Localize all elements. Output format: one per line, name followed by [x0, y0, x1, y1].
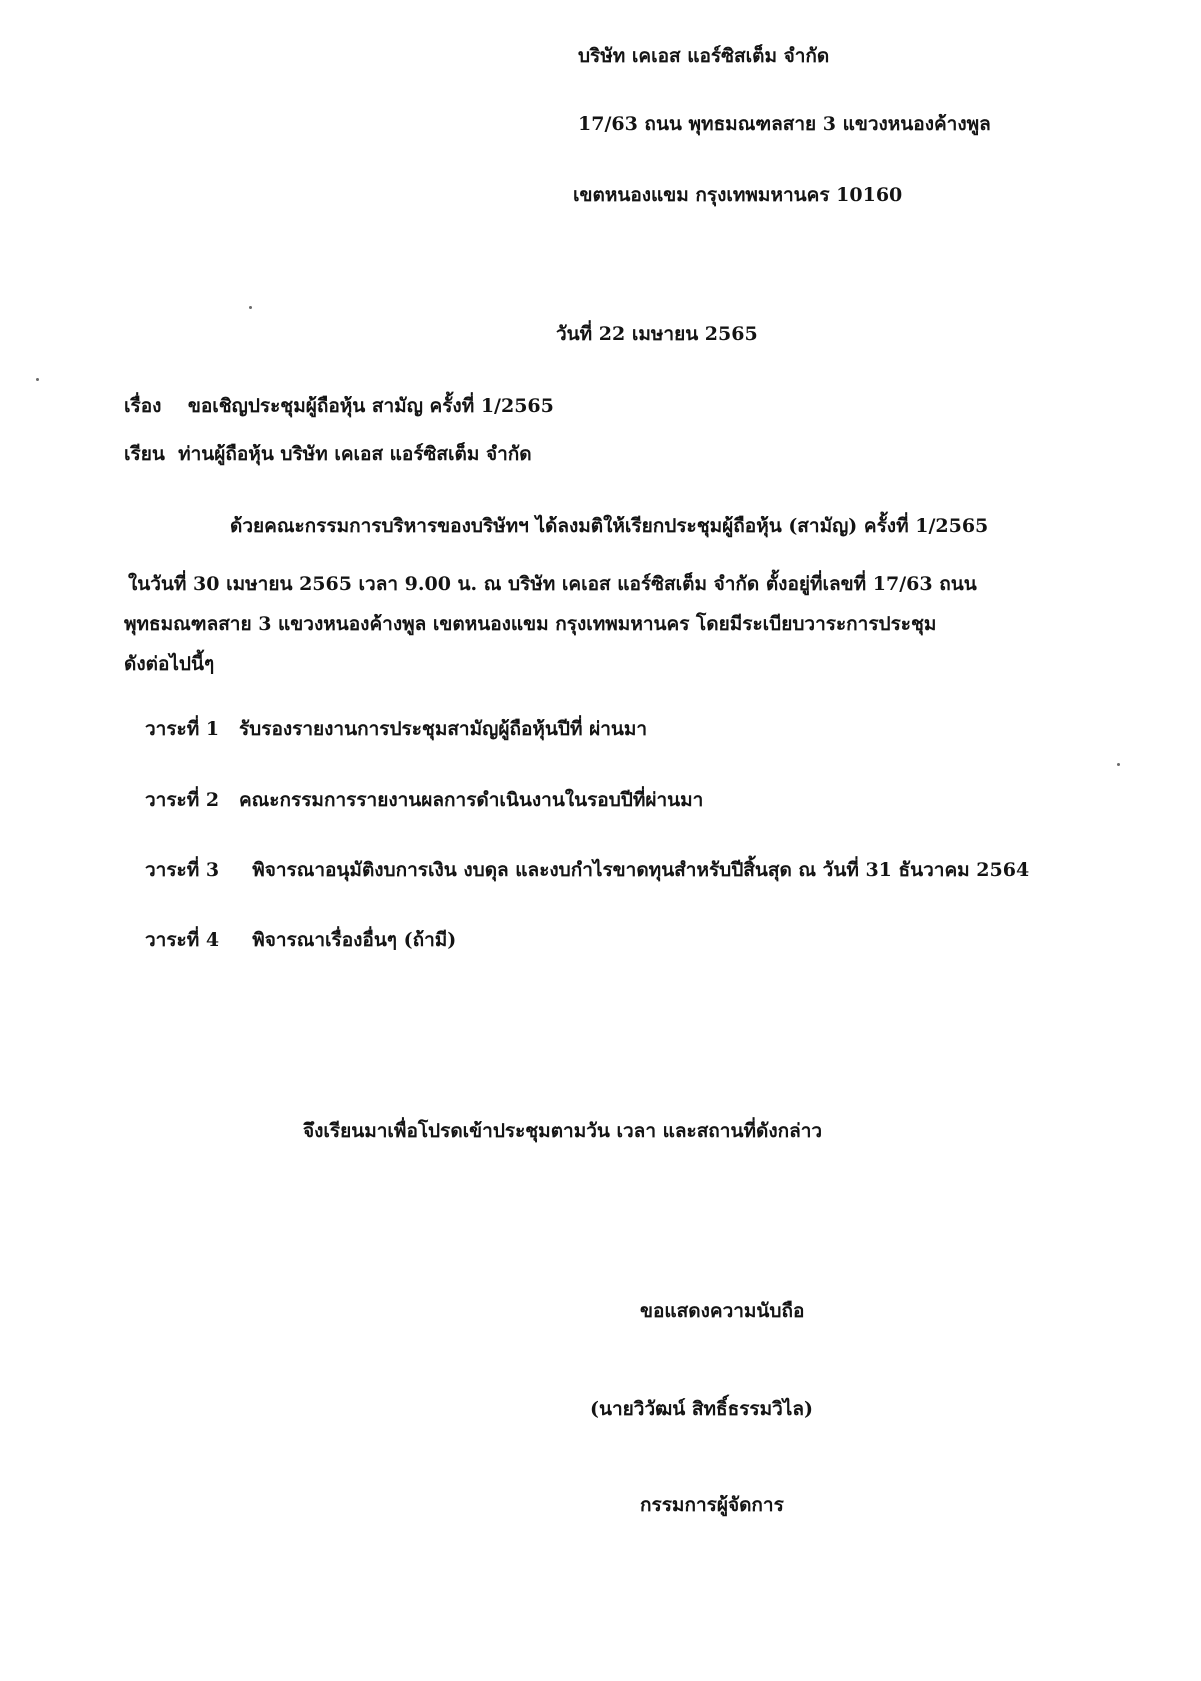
scan-speck [36, 378, 39, 381]
regards: ขอแสดงความนับถือ [640, 1300, 805, 1322]
agenda-label: วาระที่ 4 [145, 929, 220, 951]
scan-speck [249, 306, 252, 309]
agenda-label: วาระที่ 2 [145, 789, 220, 811]
body-line-3: พุทธมณฑลสาย 3 แขวงหนองค้างพูล เขตหนองแขม กรุงเทพมหานคร โดยมีระเบียบวาระการประชุม [124, 613, 937, 635]
address-line-1: 17/63 ถนน พุทธมณฑลสาย 3 แขวงหนองค้างพูล [578, 113, 991, 135]
agenda-text: รับรองรายงานการประชุมสามัญผู้ถือหุ้นปีที่ ผ่านมา [238, 718, 648, 740]
company-name: บริษัท เคเอส แอร์ซิสเต็ม จำกัด [578, 45, 830, 67]
signer-name: (นายวิวัฒน์ สิทธิ์ธรรมวิไล) [590, 1398, 813, 1420]
body-line-1: ด้วยคณะกรรมการบริหารของบริษัทฯ ได้ลงมติให้เรียกประชุมผู้ถือหุ้น (สามัญ) ครั้งที่ 1/2565 [230, 515, 989, 537]
agenda-item-4 [145, 926, 456, 954]
agenda-item-1 [145, 715, 647, 743]
body-line-2: ในวันที่ 30 เมษายน 2565 เวลา 9.00 น. ณ บริษัท เคเอส แอร์ซิสเต็ม จำกัด ตั้งอยู่ที่เลขที่ 17/63 ถนน [128, 573, 977, 595]
agenda-label: วาระที่ 3 [145, 859, 220, 881]
agenda-text: พิจารณาอนุมัติงบการเงิน งบดุล และงบกำไรขาดทุนสำหรับปีสิ้นสุด ณ วันที่ 31 ธันวาคม 2564 [252, 859, 1030, 881]
body-line-4: ดังต่อไปนี้ๆ [124, 653, 215, 675]
subject-line [124, 392, 554, 420]
agenda-text: คณะกรรมการรายงานผลการดำเนินงานในรอบปีที่ผ่านมา [238, 789, 704, 811]
address-line-2: เขตหนองแขม กรุงเทพมหานคร 10160 [573, 184, 903, 206]
recipient-line [124, 440, 532, 468]
scan-speck [1117, 763, 1120, 766]
subject-label: เรื่อง [124, 395, 162, 417]
agenda-item-2 [145, 786, 703, 814]
letter-date: วันที่ 22 เมษายน 2565 [556, 323, 758, 345]
recipient-text: ท่านผู้ถือหุ้น บริษัท เคเอส แอร์ซิสเต็ม จำกัด [178, 443, 532, 465]
closing-sentence: จึงเรียนมาเพื่อโปรดเข้าประชุมตามวัน เวลา และสถานที่ดังกล่าว [303, 1120, 823, 1142]
signer-title: กรรมการผู้จัดการ [640, 1494, 784, 1516]
agenda-label: วาระที่ 1 [145, 718, 220, 740]
subject-text: ขอเชิญประชุมผู้ถือหุ้น สามัญ ครั้งที่ 1/2565 [187, 395, 554, 417]
agenda-item-3 [145, 856, 1029, 884]
agenda-text: พิจารณาเรื่องอื่นๆ (ถ้ามี) [252, 929, 457, 951]
recipient-label: เรียน [124, 443, 165, 465]
